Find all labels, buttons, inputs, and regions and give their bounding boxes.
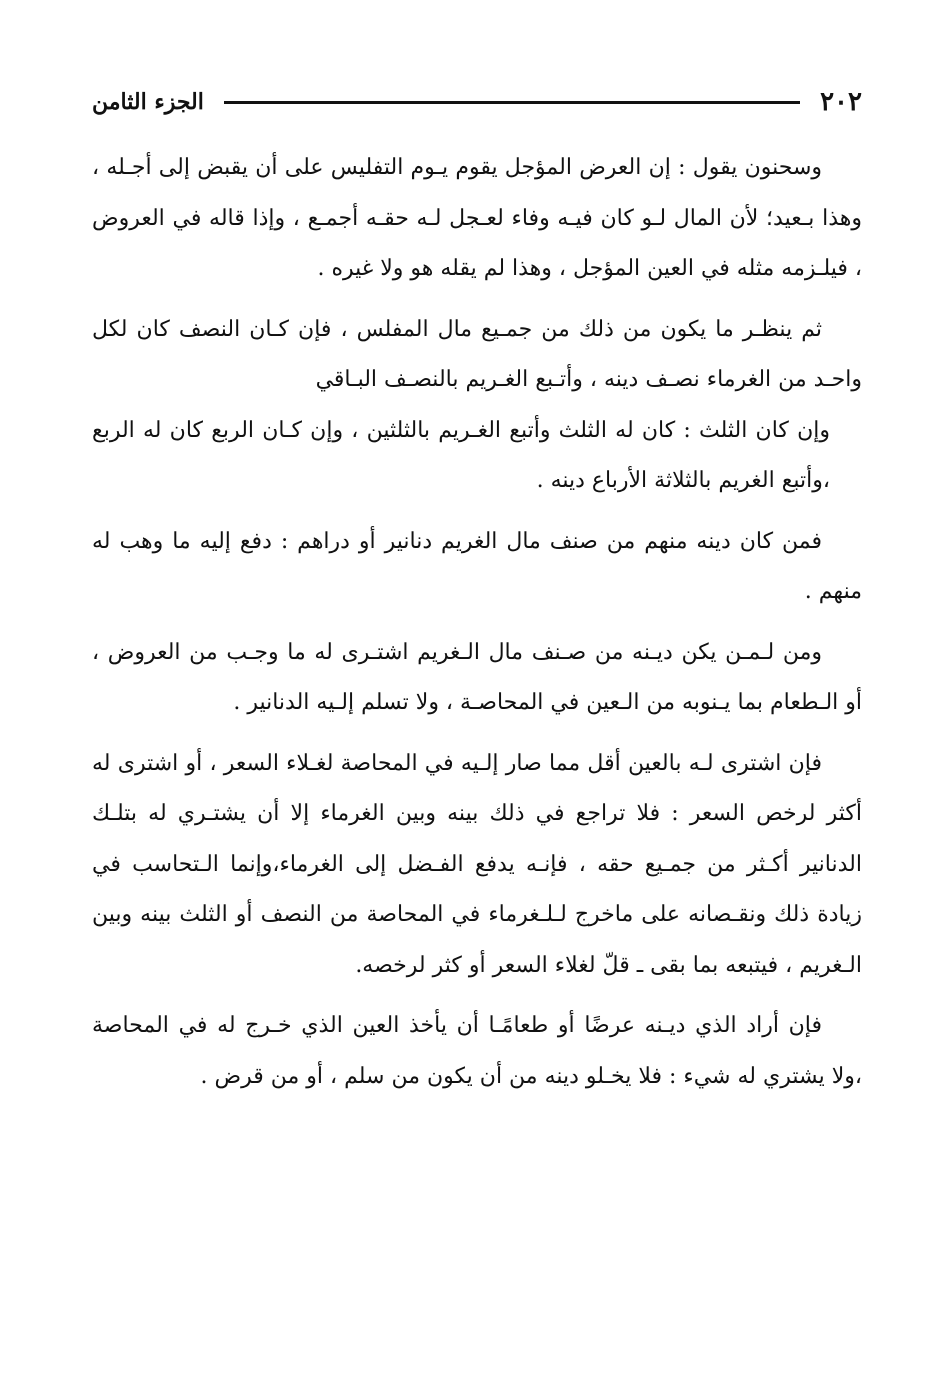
paragraph: فمن كان دينه منهم من صنف مال الغريم دنانير أو دراهم : دفع إليه ما وهب له منهم . [92, 528, 862, 604]
paragraph: ثم ينظـر ما يكون من ذلك من جمـيع مال المفلس ، فإن كـان النصف كان لكل واحـد من الغرماء نصـف دينه ، وأتـبع الغـريم بالنصـف البـاقي [92, 316, 862, 392]
running-header [92, 84, 862, 120]
paragraph: وسحنون يقول : إن العرض المؤجل يقوم يـوم التفليس على أن يقبض إلى أجـله ، وهذا بـعيد؛ لأن المال لـو كان فيـه وفاء لعـجل لـه حقـه أجمـع ، وإذا قاله في العروض ، فيلـزمه مثله في العين المؤجل ، وهذا لم يقله هو ولا غيره . [92, 155, 862, 281]
part-title: الجزء الثامن [92, 89, 204, 115]
paragraph: وإن كان الثلث : كان له الثلث وأتبع الغـريم بالثلثين ، وإن كـان الربع كان له الربع ،وأتبع الغريم بالثلاثة الأرباع دينه . [92, 417, 830, 493]
paragraph: ومن لـمـن يكن ديـنه من صـنف مال الـغريم اشتـرى له ما وجـب من العروض ، أو الـطعام بما يـنوبه من الـعين في المحاصـة ، ولا تسلم إلـيه الدنانير . [92, 639, 862, 715]
body-text [92, 143, 862, 1112]
paragraph: فإن اشترى لـه بالعين أقل مما صار إلـيه في المحاصة لغـلاء السعر ، أو اشترى له أكثر لرخص السعر : فلا تراجع في ذلك بينه وبين الغرماء إلا أن يشتـري له بتلـك الدنانير أكـثر من جمـيع حقه ، فإنـه يدفع الفـضل إلى الغرماء،وإنما الـتحاسب في زيادة ذلك ونقـصانه على ماخرج لـلـغرماء في المحاصة من النصف أو الثلث بينه وبين الـغريم ، فيتبعه بما بقى ـ قلّ لغلاء السعر أو كثر لرخصه. [92, 750, 862, 978]
paragraph: فإن أراد الذي ديـنه عرضًا أو طعامًـا أن يأخذ العين الذي خـرج له في المحاصة ،ولا يشتري له شيء : فلا يخـلو دينه من أن يكون من سلم ، أو من قرض . [92, 1013, 862, 1089]
page-number: ٢٠٢ [820, 87, 862, 117]
header-rule [224, 101, 800, 104]
